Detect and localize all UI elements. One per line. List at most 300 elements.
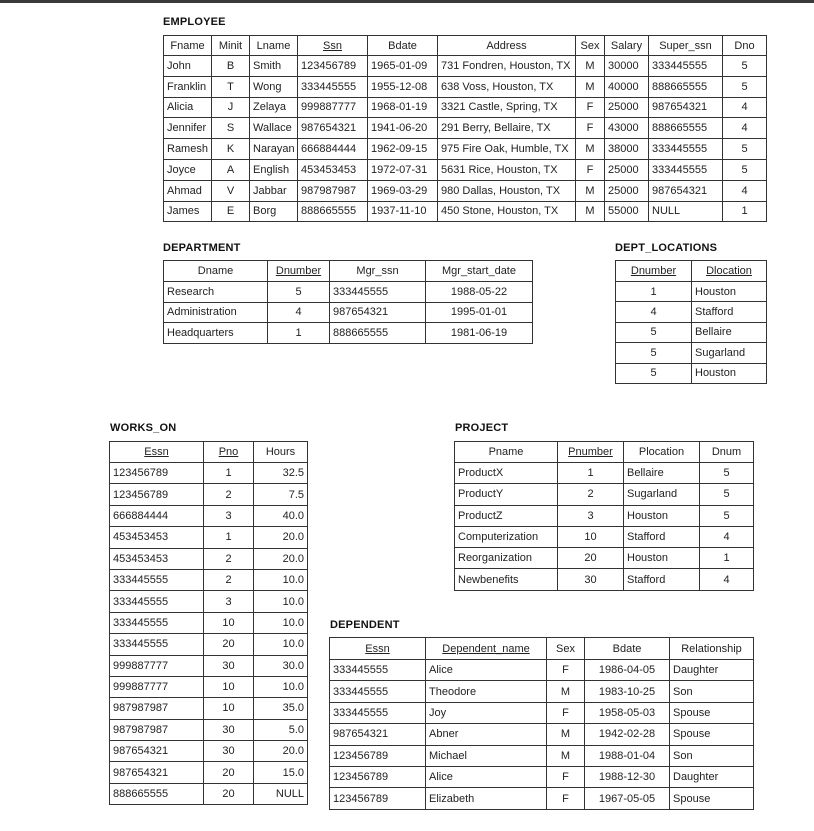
table-cell: 5631 Rice, Houston, TX — [438, 159, 576, 180]
table-cell: 1 — [268, 323, 330, 344]
table-cell: NULL — [254, 783, 308, 804]
table-cell: 5 — [268, 282, 330, 303]
table-cell: Borg — [250, 201, 298, 222]
table-cell: 1937-11-10 — [368, 201, 438, 222]
table-row — [330, 745, 754, 766]
table-row — [164, 323, 533, 344]
department-col-dname — [164, 261, 268, 282]
table-cell: S — [212, 118, 250, 139]
table-cell: 5 — [723, 139, 767, 160]
table-cell: 5 — [700, 463, 754, 484]
column-header-label: Fname — [170, 39, 205, 52]
table-cell: 1983-10-25 — [585, 681, 670, 702]
table-cell: M — [547, 745, 585, 766]
table-cell: 4 — [616, 302, 692, 322]
table-cell: 1942-02-28 — [585, 724, 670, 745]
table-cell: 5 — [616, 322, 692, 342]
project-col-pname — [455, 442, 558, 463]
table-cell: F — [576, 159, 605, 180]
table-cell: Headquarters — [164, 323, 268, 344]
table-cell: Sugarland — [624, 484, 700, 505]
table-cell: 30.0 — [254, 655, 308, 676]
table-cell: 333445555 — [110, 634, 204, 655]
table-row — [330, 724, 754, 745]
table-cell: 453453453 — [110, 527, 204, 548]
table-cell: K — [212, 139, 250, 160]
table-cell: 20 — [204, 762, 254, 783]
table-cell: 20.0 — [254, 548, 308, 569]
table-cell: Administration — [164, 302, 268, 323]
table-cell: 32.5 — [254, 463, 308, 484]
table-cell: Son — [670, 681, 754, 702]
table-cell: F — [576, 97, 605, 118]
table-cell: Stafford — [624, 526, 700, 547]
column-header-label: Relationship — [681, 642, 742, 655]
table-cell: J — [212, 97, 250, 118]
table-cell: 3 — [204, 505, 254, 526]
table-row — [164, 159, 767, 180]
table-cell: 7.5 — [254, 484, 308, 505]
table-row — [330, 660, 754, 681]
table-cell: 40000 — [605, 76, 649, 97]
project-header-row — [455, 442, 754, 463]
dependent-header-row — [330, 638, 754, 660]
table-cell: Jennifer — [164, 118, 212, 139]
dependent-col-bdate — [585, 638, 670, 660]
dept-locations-title: DEPT_LOCATIONS — [615, 242, 718, 254]
table-row — [455, 505, 754, 526]
table-cell: 1968-01-19 — [368, 97, 438, 118]
table-cell: Houston — [624, 548, 700, 569]
dept-locations-table — [615, 260, 767, 384]
column-header-label: Address — [486, 39, 527, 52]
table-cell: 5 — [616, 343, 692, 363]
table-cell: 1972-07-31 — [368, 159, 438, 180]
table-cell: 20 — [204, 634, 254, 655]
table-cell: E — [212, 201, 250, 222]
dependent-table — [329, 637, 754, 810]
table-cell: Ahmad — [164, 180, 212, 201]
table-cell: 1958-05-03 — [585, 702, 670, 723]
table-cell: 1 — [558, 463, 624, 484]
table-row — [110, 484, 308, 505]
table-cell: 20.0 — [254, 527, 308, 548]
table-cell: 987987987 — [110, 698, 204, 719]
table-cell: 999887777 — [298, 97, 368, 118]
department-col-mgr-start-date — [426, 261, 533, 282]
table-cell: 5 — [723, 76, 767, 97]
table-cell: Alice — [426, 766, 547, 787]
table-cell: ProductY — [455, 484, 558, 505]
table-cell: 666884444 — [298, 139, 368, 160]
department-header-row — [164, 261, 533, 282]
table-cell: 10.0 — [254, 634, 308, 655]
table-cell: 999887777 — [110, 655, 204, 676]
table-cell: Alice — [426, 660, 547, 681]
table-cell: 3 — [204, 591, 254, 612]
column-header-label: Hours — [265, 446, 296, 458]
table-row — [110, 719, 308, 740]
table-row — [616, 302, 767, 322]
table-cell: 1 — [204, 527, 254, 548]
table-cell: 980 Dallas, Houston, TX — [438, 180, 576, 201]
project-table — [454, 441, 754, 591]
table-cell: 1995-01-01 — [426, 302, 533, 323]
table-cell: 10 — [204, 698, 254, 719]
table-cell: 5 — [700, 505, 754, 526]
dependent-col-relationship — [670, 638, 754, 660]
table-cell: 5 — [700, 484, 754, 505]
table-cell: 10 — [204, 612, 254, 633]
table-cell: NULL — [649, 201, 723, 222]
table-cell: Houston — [624, 505, 700, 526]
table-cell: 1962-09-15 — [368, 139, 438, 160]
table-cell: Michael — [426, 745, 547, 766]
table-cell: 3 — [558, 505, 624, 526]
table-cell: 1986-04-05 — [585, 660, 670, 681]
table-cell: 30 — [204, 719, 254, 740]
table-cell: 10.0 — [254, 569, 308, 590]
table-cell: Franklin — [164, 76, 212, 97]
table-cell: 43000 — [605, 118, 649, 139]
column-header-label: Salary — [610, 39, 643, 52]
employee-col-address — [438, 36, 576, 56]
table-cell: 2 — [204, 548, 254, 569]
table-cell: Spouse — [670, 702, 754, 723]
table-cell: 1988-12-30 — [585, 766, 670, 787]
table-cell: 333445555 — [649, 159, 723, 180]
table-cell: Wallace — [250, 118, 298, 139]
table-cell: ProductZ — [455, 505, 558, 526]
column-header-label: Dependent_name — [442, 642, 530, 655]
department-title: DEPARTMENT — [163, 242, 241, 254]
column-header-label: Plocation — [638, 446, 685, 458]
table-cell: 30 — [204, 741, 254, 762]
column-header-label: Dno — [734, 39, 755, 52]
table-row — [455, 526, 754, 547]
table-cell: Joy — [426, 702, 547, 723]
table-cell: 1981-06-19 — [426, 323, 533, 344]
table-cell: 453453453 — [110, 548, 204, 569]
table-cell: M — [576, 180, 605, 201]
table-cell: 123456789 — [110, 463, 204, 484]
table-cell: 888665555 — [649, 76, 723, 97]
table-cell: 453453453 — [298, 159, 368, 180]
table-cell: Reorganization — [455, 548, 558, 569]
dept-locations-col-dnumber — [616, 261, 692, 282]
table-row — [110, 676, 308, 697]
column-header-label: Pno — [218, 446, 239, 458]
table-cell: 987654321 — [330, 302, 426, 323]
employee-col-minit — [212, 36, 250, 56]
table-cell: Abner — [426, 724, 547, 745]
department-table — [163, 260, 533, 344]
column-header-label: Dnumber — [630, 265, 677, 277]
table-cell: 20 — [558, 548, 624, 569]
employee-header-row — [164, 36, 767, 56]
dept-locations-header-row — [616, 261, 767, 282]
table-cell: 333445555 — [110, 569, 204, 590]
table-row — [110, 783, 308, 804]
table-cell: Theodore — [426, 681, 547, 702]
table-cell: Son — [670, 745, 754, 766]
table-cell: Computerization — [455, 526, 558, 547]
table-row — [164, 56, 767, 77]
table-cell: M — [576, 139, 605, 160]
table-cell: Spouse — [670, 788, 754, 809]
table-row — [330, 788, 754, 809]
table-cell: 5 — [723, 56, 767, 77]
column-header-label: Dnumber — [275, 265, 322, 277]
works-on-col-essn — [110, 442, 204, 463]
works-on-col-pno — [204, 442, 254, 463]
table-row — [616, 363, 767, 383]
column-header-label: Dname — [197, 265, 234, 277]
works-on-table — [109, 441, 308, 805]
column-header-label: Pnumber — [568, 446, 613, 458]
table-cell: F — [547, 660, 585, 681]
table-cell: 638 Voss, Houston, TX — [438, 76, 576, 97]
table-cell: English — [250, 159, 298, 180]
table-cell: Bellaire — [624, 463, 700, 484]
table-cell: 25000 — [605, 97, 649, 118]
column-header-label: Minit — [218, 39, 243, 52]
table-cell: 333445555 — [649, 139, 723, 160]
table-cell: Joyce — [164, 159, 212, 180]
table-cell: 35.0 — [254, 698, 308, 719]
table-cell: 1941-06-20 — [368, 118, 438, 139]
table-cell: 450 Stone, Houston, TX — [438, 201, 576, 222]
table-row — [110, 569, 308, 590]
table-cell: 38000 — [605, 139, 649, 160]
table-cell: Sugarland — [692, 343, 767, 363]
table-cell: 1965-01-09 — [368, 56, 438, 77]
table-row — [110, 698, 308, 719]
table-cell: T — [212, 76, 250, 97]
employee-title: EMPLOYEE — [163, 16, 226, 28]
table-row — [110, 634, 308, 655]
table-cell: Daughter — [670, 766, 754, 787]
table-cell: 4 — [723, 118, 767, 139]
dept-locations-col-dlocation — [692, 261, 767, 282]
table-cell: 123456789 — [330, 788, 426, 809]
table-cell: 291 Berry, Bellaire, TX — [438, 118, 576, 139]
table-cell: F — [576, 118, 605, 139]
employee-col-bdate — [368, 36, 438, 56]
table-cell: 25000 — [605, 159, 649, 180]
table-cell: Ramesh — [164, 139, 212, 160]
table-row — [110, 463, 308, 484]
table-row — [616, 282, 767, 302]
table-cell: M — [576, 76, 605, 97]
table-cell: Houston — [692, 282, 767, 302]
project-col-pnumber — [558, 442, 624, 463]
table-row — [455, 484, 754, 505]
project-col-plocation — [624, 442, 700, 463]
table-row — [330, 766, 754, 787]
table-cell: 5.0 — [254, 719, 308, 740]
table-cell: James — [164, 201, 212, 222]
table-cell: 987654321 — [110, 762, 204, 783]
table-cell: 333445555 — [330, 282, 426, 303]
table-cell: 2 — [204, 569, 254, 590]
table-cell: 4 — [723, 180, 767, 201]
column-header-label: Mgr_ssn — [356, 265, 399, 277]
employee-col-salary — [605, 36, 649, 56]
table-row — [110, 505, 308, 526]
table-cell: 987654321 — [330, 724, 426, 745]
dependent-col-dependent-name — [426, 638, 547, 660]
table-row — [164, 76, 767, 97]
table-cell: 987987987 — [298, 180, 368, 201]
works-on-col-hours — [254, 442, 308, 463]
project-col-dnum — [700, 442, 754, 463]
column-header-label: Super_ssn — [659, 39, 712, 52]
table-cell: 1 — [616, 282, 692, 302]
table-cell: 10.0 — [254, 612, 308, 633]
table-cell: 4 — [723, 97, 767, 118]
employee-col-fname — [164, 36, 212, 56]
table-cell: 987654321 — [649, 97, 723, 118]
table-row — [455, 463, 754, 484]
table-row — [110, 527, 308, 548]
table-cell: 975 Fire Oak, Humble, TX — [438, 139, 576, 160]
column-header-label: Ssn — [323, 39, 342, 52]
table-cell: 987654321 — [649, 180, 723, 201]
table-cell: 123456789 — [330, 745, 426, 766]
table-cell: 987654321 — [110, 741, 204, 762]
column-header-label: Dnum — [711, 446, 742, 458]
dependent-col-sex — [547, 638, 585, 660]
table-cell: 888665555 — [649, 118, 723, 139]
table-cell: 333445555 — [330, 660, 426, 681]
table-cell: 731 Fondren, Houston, TX — [438, 56, 576, 77]
table-cell: Spouse — [670, 724, 754, 745]
employee-col-sex — [576, 36, 605, 56]
table-cell: Zelaya — [250, 97, 298, 118]
table-cell: 123456789 — [110, 484, 204, 505]
table-row — [110, 741, 308, 762]
column-header-label: Lname — [256, 39, 291, 52]
column-header-label: Mgr_start_date — [442, 265, 516, 277]
table-row — [164, 302, 533, 323]
table-cell: Wong — [250, 76, 298, 97]
table-cell: Jabbar — [250, 180, 298, 201]
column-header-label: Essn — [144, 446, 169, 458]
column-header-label: Bdate — [612, 642, 642, 655]
table-cell: 333445555 — [330, 702, 426, 723]
table-row — [110, 762, 308, 783]
table-cell: 20.0 — [254, 741, 308, 762]
table-cell: 4 — [700, 569, 754, 590]
table-cell: 2 — [204, 484, 254, 505]
table-cell: 10 — [204, 676, 254, 697]
table-row — [616, 343, 767, 363]
table-cell: 1 — [700, 548, 754, 569]
table-row — [110, 591, 308, 612]
table-row — [616, 322, 767, 342]
table-cell: Elizabeth — [426, 788, 547, 809]
table-cell: 666884444 — [110, 505, 204, 526]
table-cell: 987987987 — [110, 719, 204, 740]
table-row — [164, 118, 767, 139]
project-title: PROJECT — [455, 422, 509, 434]
table-cell: 25000 — [605, 180, 649, 201]
table-row — [455, 548, 754, 569]
table-cell: 1 — [204, 463, 254, 484]
table-cell: 5 — [723, 159, 767, 180]
table-row — [110, 548, 308, 569]
table-cell: M — [576, 201, 605, 222]
dependent-title: DEPENDENT — [330, 619, 400, 631]
table-cell: 10 — [558, 526, 624, 547]
column-header-label: Pname — [488, 446, 524, 458]
table-cell: B — [212, 56, 250, 77]
table-cell: 2 — [558, 484, 624, 505]
table-cell: 30000 — [605, 56, 649, 77]
table-cell: 4 — [700, 526, 754, 547]
employee-col-ssn — [298, 36, 368, 56]
employee-col-super-ssn — [649, 36, 723, 56]
dependent-col-essn — [330, 638, 426, 660]
table-cell: 123456789 — [298, 56, 368, 77]
column-header-label: Sex — [580, 39, 600, 52]
table-cell: 888665555 — [330, 323, 426, 344]
table-cell: 333445555 — [110, 591, 204, 612]
column-header-label: Sex — [556, 642, 575, 655]
table-cell: F — [547, 766, 585, 787]
table-cell: 10.0 — [254, 591, 308, 612]
table-cell: Houston — [692, 363, 767, 383]
table-cell: 15.0 — [254, 762, 308, 783]
column-header-label: Bdate — [388, 39, 417, 52]
table-cell: 987654321 — [298, 118, 368, 139]
table-cell: Stafford — [692, 302, 767, 322]
column-header-label: Dlocation — [706, 265, 752, 277]
table-cell: M — [576, 56, 605, 77]
table-cell: 1969-03-29 — [368, 180, 438, 201]
table-cell: ProductX — [455, 463, 558, 484]
table-cell: Bellaire — [692, 322, 767, 342]
table-cell: 333445555 — [298, 76, 368, 97]
table-cell: Alicia — [164, 97, 212, 118]
table-cell: 40.0 — [254, 505, 308, 526]
table-cell: Daughter — [670, 660, 754, 681]
table-row — [110, 612, 308, 633]
table-cell: 333445555 — [110, 612, 204, 633]
department-col-dnumber — [268, 261, 330, 282]
table-cell: V — [212, 180, 250, 201]
table-row — [164, 201, 767, 222]
table-cell: 4 — [268, 302, 330, 323]
table-cell: 1988-01-04 — [585, 745, 670, 766]
table-cell: 1 — [723, 201, 767, 222]
table-cell: Newbenefits — [455, 569, 558, 590]
employee-table — [163, 35, 767, 222]
table-cell: Research — [164, 282, 268, 303]
works-on-title: WORKS_ON — [110, 422, 177, 434]
table-cell: Narayan — [250, 139, 298, 160]
table-cell: A — [212, 159, 250, 180]
table-cell: M — [547, 681, 585, 702]
table-row — [164, 139, 767, 160]
department-col-mgr-ssn — [330, 261, 426, 282]
employee-col-dno — [723, 36, 767, 56]
table-cell: M — [547, 724, 585, 745]
table-cell: 10.0 — [254, 676, 308, 697]
column-header-label: Essn — [365, 642, 390, 655]
table-cell: Stafford — [624, 569, 700, 590]
